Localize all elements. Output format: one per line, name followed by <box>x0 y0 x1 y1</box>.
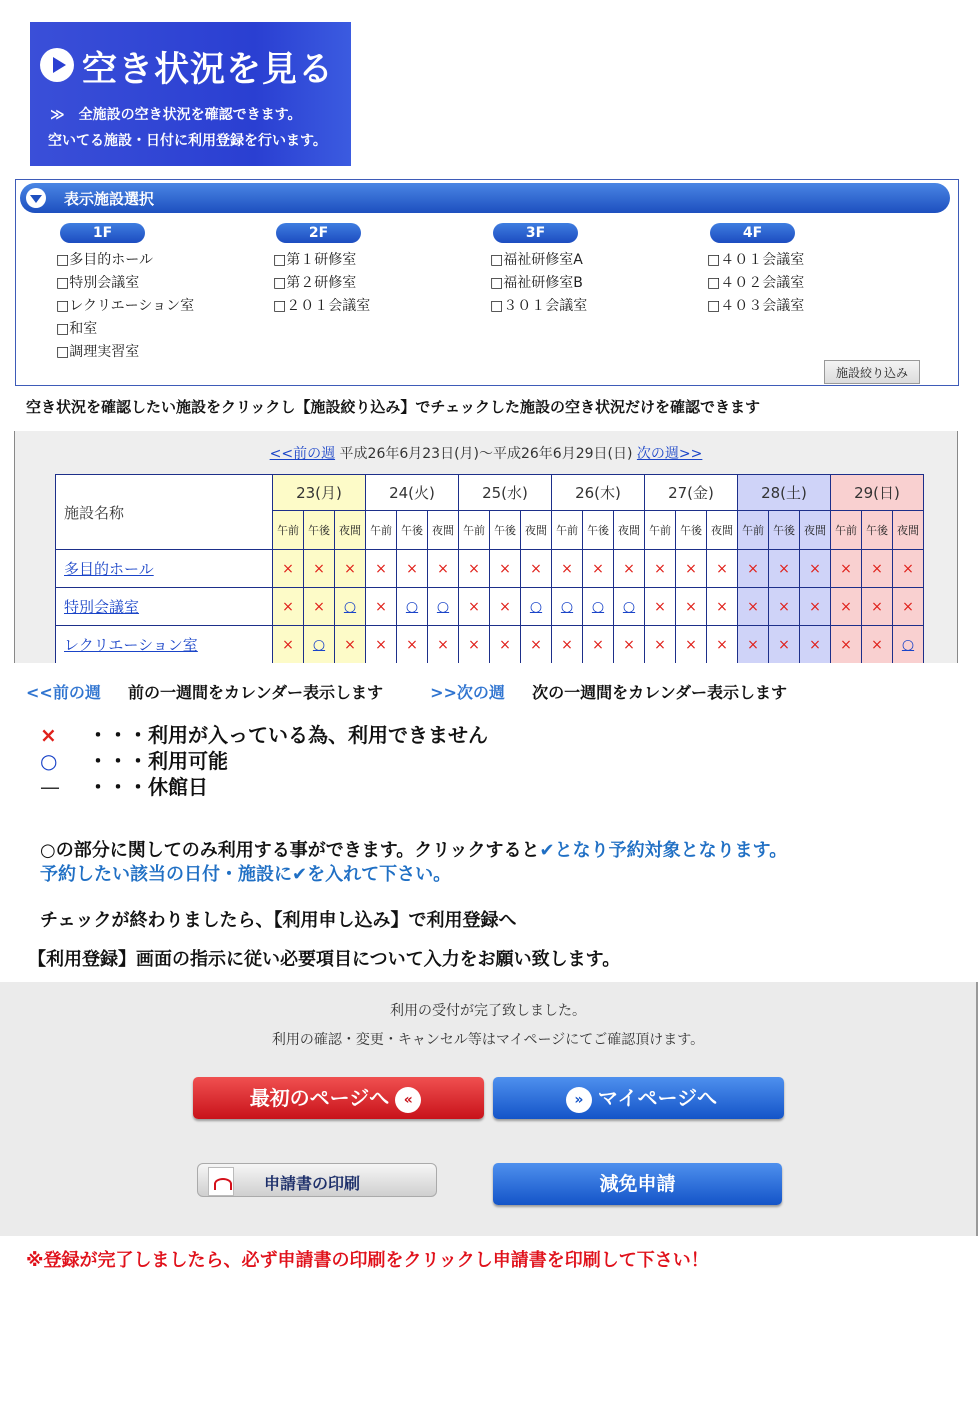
usage-note-1a: ○の部分に関してのみ利用する事ができます。クリックすると <box>40 840 540 861</box>
booked-slot: × <box>304 550 335 588</box>
booked-slot: × <box>273 550 304 588</box>
available-slot[interactable]: ○ <box>335 588 366 626</box>
next-week-desc: 次の一週間をカレンダー表示します <box>532 683 788 702</box>
slot-header: 夜間 <box>893 510 924 549</box>
prev-week-legend: <<前の週 <box>26 683 101 702</box>
slot-header: 午後 <box>304 510 335 549</box>
available-slot[interactable]: ○ <box>552 588 583 626</box>
facility-checkbox[interactable]: □２０１会議室 <box>273 298 371 314</box>
chevron-down-icon <box>26 188 46 208</box>
slot-header: 午前 <box>645 510 676 549</box>
booked-slot: × <box>707 588 738 626</box>
booked-slot: × <box>335 626 366 664</box>
completion-submessage: 利用の確認・変更・キャンセル等はマイページにてご確認頂けます。 <box>271 1032 705 1048</box>
booked-slot: × <box>614 550 645 588</box>
facility-name-cell <box>56 588 273 626</box>
day-header: 27(金) <box>645 475 738 511</box>
booked-slot: × <box>738 626 769 664</box>
booked-slot: × <box>893 588 924 626</box>
booked-slot: × <box>645 626 676 664</box>
floor-4f-label: 4F <box>710 223 795 243</box>
play-icon <box>40 48 74 82</box>
facility-checkbox[interactable]: □多目的ホール <box>56 252 153 268</box>
next-week-legend: >>次の週 <box>430 683 505 702</box>
slot-header: 午前 <box>552 510 583 549</box>
slot-header: 午後 <box>490 510 521 549</box>
facility-link[interactable]: レクリエーション室 <box>64 636 198 654</box>
facility-checkbox[interactable]: □和室 <box>56 321 98 337</box>
booked-slot: × <box>862 626 893 664</box>
floor-3f-label: 3F <box>493 223 578 243</box>
availability-calendar <box>14 431 958 663</box>
facility-checkbox[interactable]: □調理実習室 <box>56 344 140 360</box>
booked-slot: × <box>800 550 831 588</box>
legend-text: ・・・利用が入っている為、利用できません <box>88 723 488 747</box>
booked-slot: × <box>769 550 800 588</box>
banner-title: 空き状況を見る <box>82 50 335 90</box>
filter-instruction: 空き状況を確認したい施設をクリックし【施設絞り込み】でチェックした施設の空き状況だけを確認できます <box>26 398 760 416</box>
facility-checkbox[interactable]: □第１研修室 <box>273 252 357 268</box>
usage-note-2: 予約したい該当の日付・施設に✔を入れて下さい。 <box>40 864 452 885</box>
fee-reduction-button[interactable]: 減免申請 <box>493 1163 782 1205</box>
slot-header: 午前 <box>831 510 862 549</box>
booked-slot: × <box>490 626 521 664</box>
booked-slot: × <box>552 626 583 664</box>
booked-slot: × <box>459 588 490 626</box>
booked-slot: × <box>893 550 924 588</box>
slot-header: 午後 <box>862 510 893 549</box>
booked-slot: × <box>707 550 738 588</box>
slot-header: 夜間 <box>428 510 459 549</box>
slot-header: 午前 <box>459 510 490 549</box>
booked-slot: × <box>273 588 304 626</box>
available-slot[interactable]: ○ <box>583 588 614 626</box>
booked-slot: × <box>521 550 552 588</box>
week-navigation <box>15 443 957 463</box>
facility-checkbox[interactable]: □４０２会議室 <box>707 275 805 291</box>
slot-header: 午前 <box>738 510 769 549</box>
legend-text: ・・・休館日 <box>88 775 208 799</box>
first-page-label: 最初のページへ <box>249 1086 390 1110</box>
slot-header: 午後 <box>583 510 614 549</box>
booked-slot: × <box>459 550 490 588</box>
cross-icon: × <box>40 723 57 747</box>
table-row <box>56 550 924 588</box>
day-header: 28(土) <box>738 475 831 511</box>
double-right-arrow-icon: » <box>566 1087 592 1113</box>
booked-slot: × <box>676 626 707 664</box>
floor-1f-label: 1F <box>60 223 145 243</box>
booked-slot: × <box>521 626 552 664</box>
prev-week-link[interactable]: <<前の週 <box>269 446 336 462</box>
legend-available <box>40 745 228 774</box>
table-row <box>56 626 924 664</box>
booked-slot: × <box>862 588 893 626</box>
week-nav-legend <box>26 680 787 703</box>
booked-slot: × <box>800 588 831 626</box>
booked-slot: × <box>583 626 614 664</box>
usage-note-4: 【利用登録】画面の指示に従い必要項目について入力をお願い致します。 <box>28 949 621 970</box>
print-application-label: 申請書の印刷 <box>264 1174 361 1193</box>
booked-slot: × <box>645 588 676 626</box>
booked-slot: × <box>273 626 304 664</box>
booked-slot: × <box>490 588 521 626</box>
booked-slot: × <box>645 550 676 588</box>
slot-header: 午前 <box>273 510 304 549</box>
booked-slot: × <box>707 626 738 664</box>
slot-header: 午後 <box>676 510 707 549</box>
booked-slot: × <box>335 550 366 588</box>
facility-name-cell <box>56 626 273 664</box>
booked-slot: × <box>397 550 428 588</box>
facility-checkbox[interactable]: □福祉研修室A <box>490 252 583 268</box>
booked-slot: × <box>428 550 459 588</box>
mypage-button[interactable] <box>493 1077 784 1119</box>
banner-line-1: ≫ 全施設の空き状況を確認できます。 <box>50 107 302 123</box>
facility-name-header: 施設名称 <box>56 475 273 550</box>
booked-slot: × <box>552 550 583 588</box>
slot-header: 夜間 <box>614 510 645 549</box>
slot-header: 夜間 <box>800 510 831 549</box>
facility-checkbox[interactable]: □４０３会議室 <box>707 298 805 314</box>
booked-slot: × <box>366 626 397 664</box>
dash-icon: — <box>40 775 60 799</box>
facility-checkbox[interactable]: □第２研修室 <box>273 275 357 291</box>
facility-link[interactable]: 多目的ホール <box>64 560 154 578</box>
slot-header: 午後 <box>397 510 428 549</box>
facility-select-header[interactable] <box>20 183 950 213</box>
booked-slot: × <box>583 550 614 588</box>
available-slot[interactable]: ○ <box>397 588 428 626</box>
booked-slot: × <box>738 550 769 588</box>
day-header: 23(月) <box>273 475 366 511</box>
facility-checkbox[interactable]: □福祉研修室B <box>490 275 583 291</box>
floor-2f-label: 2F <box>276 223 361 243</box>
day-header: 25(水) <box>459 475 552 511</box>
usage-note-1 <box>40 836 787 862</box>
facility-checkbox[interactable]: □レクリエーション室 <box>56 298 195 314</box>
print-warning: ※登録が完了しましたら、必ず申請書の印刷をクリックし申請書を印刷して下さい！ <box>26 1250 709 1271</box>
booked-slot: × <box>831 588 862 626</box>
available-slot[interactable]: ○ <box>893 626 924 664</box>
booked-slot: × <box>614 626 645 664</box>
booked-slot: × <box>304 588 335 626</box>
usage-note-3: チェックが終わりましたら、【利用申し込み】で利用登録へ <box>40 910 517 931</box>
booked-slot: × <box>366 588 397 626</box>
completion-panel <box>0 982 978 1236</box>
available-slot[interactable]: ○ <box>304 626 335 664</box>
booked-slot: × <box>738 588 769 626</box>
legend-text: ・・・利用可能 <box>88 749 228 773</box>
print-application-button[interactable] <box>197 1163 437 1197</box>
facility-select-title: 表示施設選択 <box>64 190 155 208</box>
slot-header: 夜間 <box>707 510 738 549</box>
booked-slot: × <box>366 550 397 588</box>
slot-header: 午後 <box>769 510 800 549</box>
usage-note-1b: ✔となり予約対象となります。 <box>539 840 788 861</box>
slot-header: 午前 <box>366 510 397 549</box>
booked-slot: × <box>800 626 831 664</box>
facility-select-panel <box>15 179 959 386</box>
facility-checkbox[interactable]: □４０１会議室 <box>707 252 805 268</box>
day-header: 24(火) <box>366 475 459 511</box>
available-slot[interactable]: ○ <box>428 588 459 626</box>
circle-icon: ○ <box>40 749 58 773</box>
day-header: 29(日) <box>831 475 924 511</box>
double-left-arrow-icon: « <box>395 1087 421 1113</box>
booked-slot: × <box>769 626 800 664</box>
available-slot[interactable]: ○ <box>614 588 645 626</box>
prev-week-desc: 前の一週間をカレンダー表示します <box>127 683 383 702</box>
facility-checkbox[interactable]: □特別会議室 <box>56 275 140 291</box>
booked-slot: × <box>428 626 459 664</box>
filter-facilities-button[interactable]: 施設絞り込み <box>824 360 920 384</box>
slot-header: 夜間 <box>521 510 552 549</box>
facility-link[interactable]: 特別会議室 <box>64 598 140 616</box>
legend-closed <box>40 771 208 800</box>
booked-slot: × <box>862 550 893 588</box>
facility-name-cell <box>56 550 273 588</box>
slot-header: 夜間 <box>335 510 366 549</box>
completion-message: 利用の受付が完了致しました。 <box>390 1003 586 1019</box>
first-page-button[interactable] <box>193 1077 484 1119</box>
banner-line-2: 空いてる施設・日付に利用登録を行います。 <box>48 133 327 149</box>
next-week-link[interactable]: 次の週>> <box>636 446 703 462</box>
facility-checkbox[interactable]: □３０１会議室 <box>490 298 588 314</box>
booked-slot: × <box>831 550 862 588</box>
table-row <box>56 588 924 626</box>
booked-slot: × <box>490 550 521 588</box>
booked-slot: × <box>459 626 490 664</box>
availability-table <box>55 474 924 663</box>
booked-slot: × <box>831 626 862 664</box>
booked-slot: × <box>676 588 707 626</box>
legend-unavailable <box>40 719 488 748</box>
week-range: 平成26年6月23日(月)～平成26年6月29日(日) <box>339 446 633 462</box>
available-slot[interactable]: ○ <box>521 588 552 626</box>
availability-banner[interactable] <box>30 22 351 166</box>
pdf-icon <box>208 1167 234 1196</box>
mypage-label: マイページへ <box>597 1086 718 1110</box>
booked-slot: × <box>769 588 800 626</box>
booked-slot: × <box>676 550 707 588</box>
booked-slot: × <box>397 626 428 664</box>
day-header: 26(木) <box>552 475 645 511</box>
